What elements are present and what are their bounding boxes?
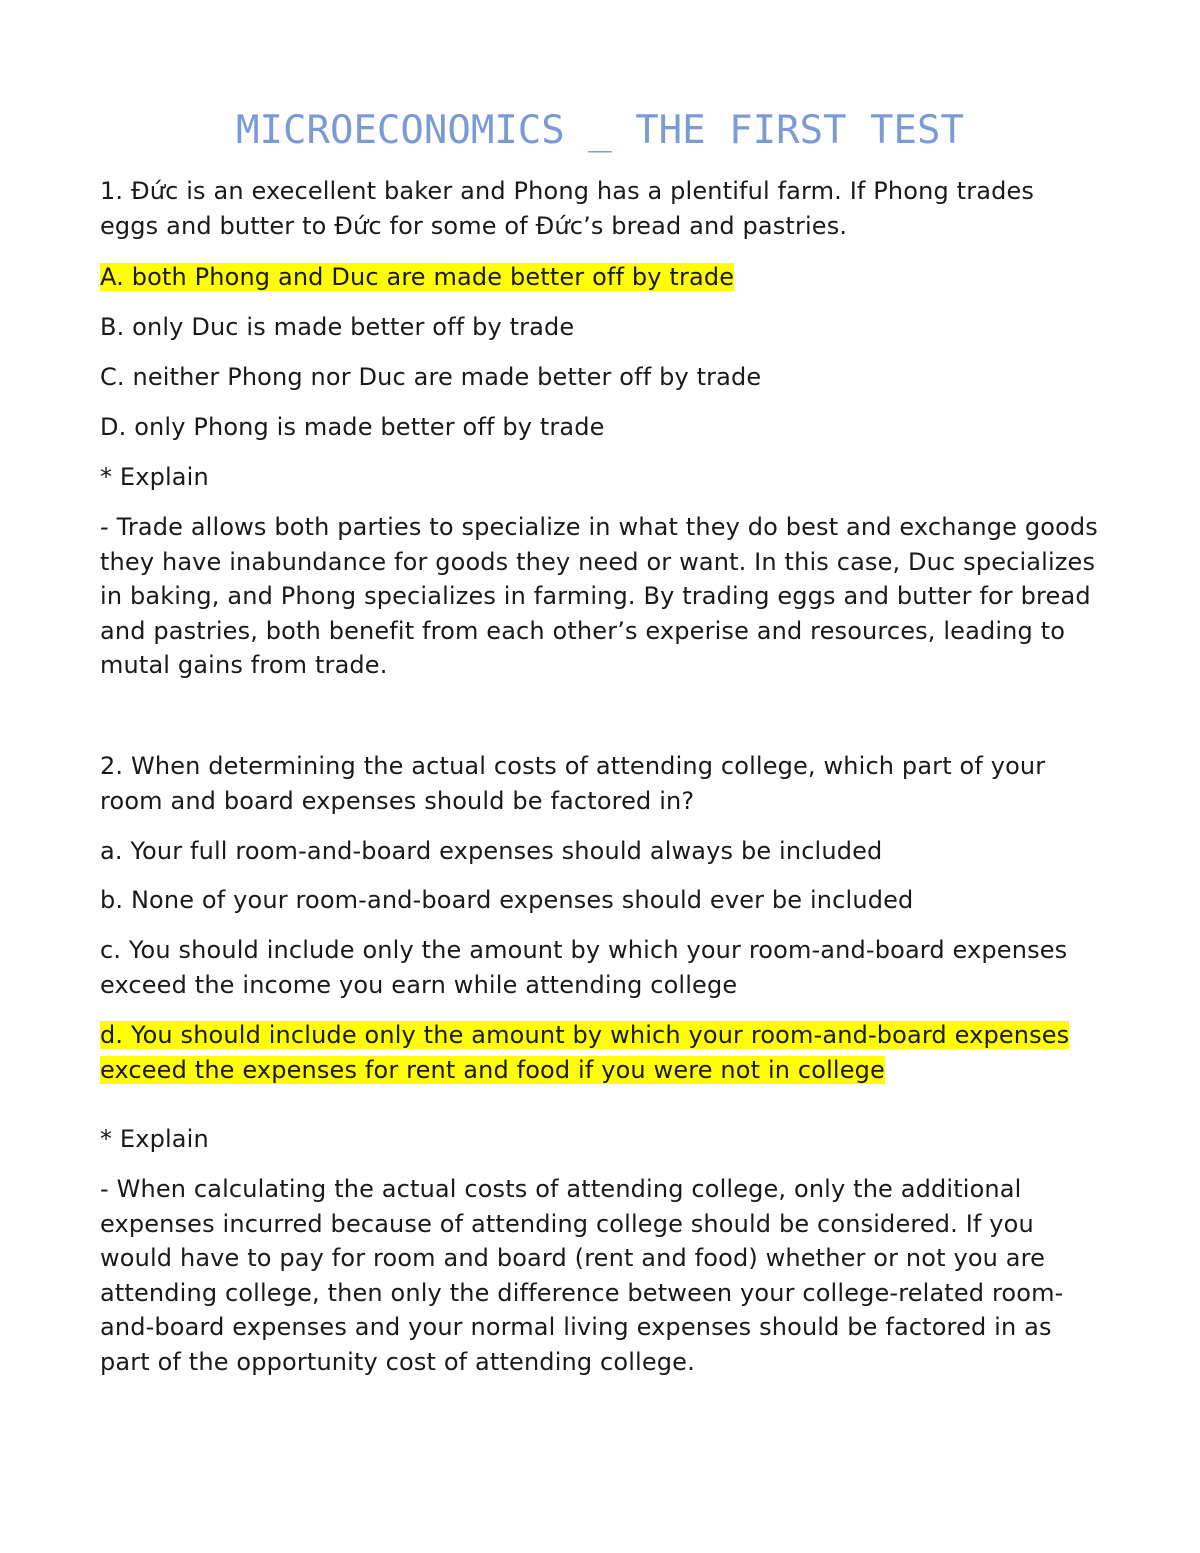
- document-page: [100, 0, 1100, 1376]
- question-2-option-a: a. Your full room-and-board expenses should always be included: [100, 837, 883, 865]
- question-1-option-b: B. only Duc is made better off by trade: [100, 313, 575, 341]
- question-2-option-d: [100, 1018, 1100, 1087]
- question-2-option-b: b. None of your room-and-board expenses should ever be included: [100, 886, 914, 914]
- question-1-stem: 1. Đức is an execellent baker and Phong has a plentiful farm. If Phong trades eggs and butter to Đức for some of Đức’s bread and pastries.: [100, 177, 1035, 240]
- question-2-explanation: - When calculating the actual costs of attending college, only the additional expenses incurred because of attending college should be considered. If you would have to pay for room and board (rent and food) whether or not you are attending college, then only the difference between your college-related room-and-board expenses and your normal living expenses should be factored in as part of the opportunity cost of attending college.: [100, 1175, 1064, 1376]
- question-2-stem: 2. When determining the actual costs of attending college, which part of your room and board expenses should be factored in?: [100, 752, 1046, 815]
- document-title: MICROECONOMICS _ THE FIRST TEST: [236, 108, 964, 153]
- question-1-explanation: - Trade allows both parties to specialize in what they do best and exchange goods they have inabundance for goods they need or want. In this case, Duc specializes in baking, and Phong specializes in farming. By trading eggs and butter for bread and pastries, both benefit from each other’s experise and resources, leading to mutal gains from trade.: [100, 513, 1098, 679]
- question-1-option-d: D. only Phong is made better off by trade: [100, 413, 605, 441]
- question-1-explain-label: * Explain: [100, 463, 209, 491]
- answer-highlight: d. You should include only the amount by which your room-and-board expenses exceed the expenses for rent and food if you were not in college: [100, 1021, 1070, 1084]
- question-1-option-a: [100, 260, 734, 295]
- question-2-explain-label: * Explain: [100, 1125, 209, 1153]
- question-1-option-c: C. neither Phong nor Duc are made better off by trade: [100, 363, 762, 391]
- question-2-option-c: c. You should include only the amount by which your room-and-board expenses exceed the income you earn while attending college: [100, 936, 1068, 999]
- answer-highlight: A. both Phong and Duc are made better off by trade: [100, 263, 735, 291]
